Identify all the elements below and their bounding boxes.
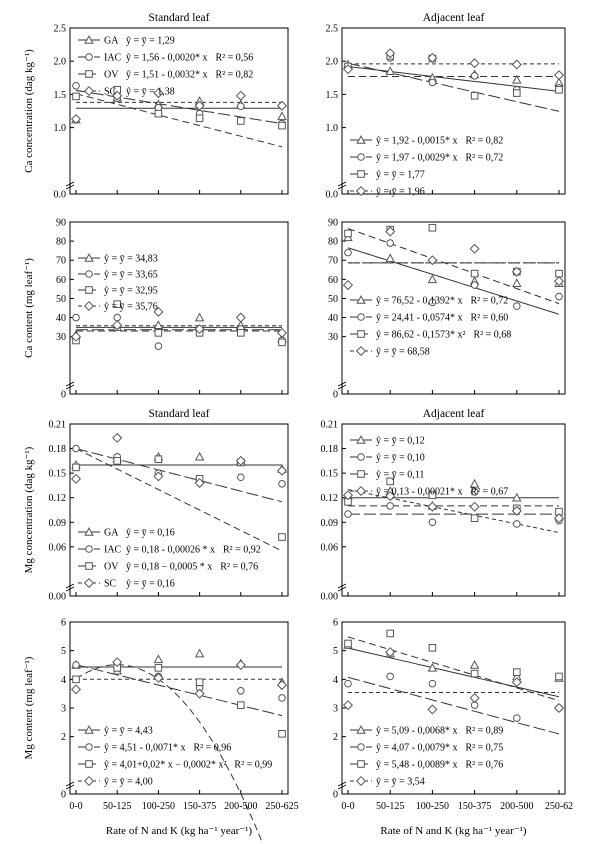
marker-diamond <box>237 91 246 100</box>
marker-square <box>155 665 162 672</box>
x-tick-label: 100-250 <box>415 801 450 812</box>
marker-square <box>358 171 365 178</box>
legend-r2: R² = 0,76 <box>465 759 504 771</box>
y-axis-label: Mg content (mg leaf⁻¹) <box>23 656 35 760</box>
y-tick-label: 80 <box>328 236 338 248</box>
y-tick-label: 5 <box>333 646 338 658</box>
marker-square <box>429 645 436 652</box>
y-axis-label: Ca concentration (dag kg⁻¹) <box>23 49 35 173</box>
marker-square <box>155 110 162 117</box>
marker-square <box>86 287 93 294</box>
legend-equation: ŷ = ȳ = 68,58 <box>376 346 430 358</box>
legend-equation: ŷ = ȳ = 0,16 <box>126 527 175 539</box>
marker-diamond <box>428 705 437 714</box>
marker-diamond <box>237 661 246 670</box>
chart-panel <box>333 618 573 813</box>
marker-circle <box>86 546 93 553</box>
y-tick-label: 3 <box>61 703 66 715</box>
marker-circle <box>471 282 478 289</box>
y-tick-label: 0.18 <box>320 444 338 456</box>
marker-triangle <box>429 664 437 671</box>
y-tick-label: 30 <box>328 332 338 344</box>
marker-square <box>471 515 478 522</box>
marker-diamond <box>470 59 479 68</box>
marker-circle <box>358 454 365 461</box>
y-tick-label: 0 <box>61 389 66 401</box>
marker-square <box>514 90 521 97</box>
legend-equation: ŷ = ȳ = 4,43 <box>104 725 153 737</box>
marker-square <box>279 122 286 129</box>
marker-square <box>86 761 93 768</box>
legend-equation: ŷ = ȳ = 0,12 <box>376 435 425 447</box>
marker-square <box>279 534 286 541</box>
legend-equation: ŷ = ȳ = 1,38 <box>126 86 175 98</box>
y-tick-label: 0.0 <box>53 189 66 201</box>
marker-circle <box>86 271 93 278</box>
fit-line <box>76 449 282 502</box>
marker-circle <box>429 519 436 526</box>
marker-circle <box>387 240 394 247</box>
legend-r2: R² = 0,75 <box>465 742 504 754</box>
marker-square <box>196 679 203 686</box>
y-axis-label: Mg concentration (dag kg⁻¹) <box>23 446 35 574</box>
marker-diamond <box>72 685 81 694</box>
marker-square <box>471 270 478 277</box>
legend-series-name: IAC <box>104 52 122 64</box>
marker-square <box>196 115 203 122</box>
marker-square <box>238 330 245 337</box>
marker-circle <box>358 744 365 751</box>
chart-panel <box>23 408 288 603</box>
y-tick-label: 5 <box>61 646 66 658</box>
marker-triangle <box>429 275 437 282</box>
legend-r2: R² = 0,82 <box>465 135 504 147</box>
marker-circle <box>429 79 436 86</box>
marker-diamond <box>555 704 564 713</box>
marker-diamond <box>357 777 366 786</box>
legend-equation: ŷ = 5,48 - 0,0089* x <box>376 759 458 771</box>
marker-square <box>238 702 245 709</box>
marker-diamond <box>278 466 287 475</box>
y-tick-label: 30 <box>56 332 66 344</box>
y-tick-label: 50 <box>328 293 338 305</box>
marker-square <box>86 563 93 570</box>
marker-circle <box>514 521 521 528</box>
marker-diamond <box>357 487 366 496</box>
marker-circle <box>514 715 521 722</box>
y-tick-label: 90 <box>56 217 66 229</box>
marker-circle <box>556 293 563 300</box>
marker-square <box>155 456 162 463</box>
legend-equation: ŷ = 4,51 - 0,0071* x <box>104 742 186 754</box>
y-tick-label: 3 <box>333 703 338 715</box>
legend-equation: ŷ = 0,18 − 0,0005 * x <box>126 561 213 573</box>
legend-r2: R² = 0,82 <box>215 69 254 81</box>
y-tick-label: 0 <box>61 789 66 801</box>
marker-square <box>279 339 286 346</box>
marker-diamond <box>85 579 94 588</box>
legend-equation: ŷ = 24,41 - 0,0574* x <box>376 312 463 324</box>
legend-equation: ŷ = ȳ = 1,29 <box>126 35 175 47</box>
legend-r2: R² = 0,72 <box>465 152 504 164</box>
marker-triangle <box>155 321 163 328</box>
marker-diamond <box>85 87 94 96</box>
marker-circle <box>345 249 352 256</box>
legend-series-name: OV <box>104 561 119 573</box>
marker-square <box>556 270 563 277</box>
y-tick-label: 80 <box>56 236 66 248</box>
legend-r2: R² = 0,72 <box>470 295 509 307</box>
y-tick-label: 1.0 <box>325 123 338 135</box>
legend-equation: ŷ = ȳ = 32,95 <box>104 285 158 297</box>
marker-circle <box>387 673 394 680</box>
y-tick-label: 4 <box>333 674 338 686</box>
marker-square <box>471 670 478 677</box>
y-tick-label: 0.18 <box>48 444 66 456</box>
x-axis-label: Rate of N and K (kg ha⁻¹ year⁻¹) <box>105 825 253 837</box>
marker-circle <box>387 503 394 510</box>
marker-square <box>429 224 436 231</box>
y-tick-label: 6 <box>333 617 338 629</box>
marker-diamond <box>470 244 479 253</box>
y-tick-label: 2 <box>333 732 338 744</box>
legend-equation: ŷ = 1,97 - 0,0029* x <box>376 152 458 164</box>
marker-triangle <box>196 650 204 657</box>
marker-diamond <box>72 475 81 484</box>
x-tick-label: 0-0 <box>69 801 83 812</box>
marker-circle <box>238 474 245 481</box>
y-tick-label: 1.5 <box>325 89 338 101</box>
legend-equation: ŷ = ȳ = 0,10 <box>376 452 425 464</box>
y-tick-label: 0 <box>333 789 338 801</box>
y-tick-label: 0.06 <box>320 542 338 554</box>
x-axis-label: Rate of N and K (kg ha⁻¹ year⁻¹) <box>380 825 527 837</box>
y-axis-label: Ca content (mg leaf⁻¹) <box>23 258 35 358</box>
marker-circle <box>238 103 245 110</box>
legend-equation: ŷ = 76,52 - 0,1392* x <box>376 295 463 307</box>
marker-square <box>556 673 563 680</box>
x-tick-label: 0-0 <box>341 801 355 812</box>
y-tick-label: 2 <box>61 732 66 744</box>
marker-triangle <box>155 655 163 662</box>
marker-circle <box>358 314 365 321</box>
legend-r2: R² = 0,76 <box>220 561 259 573</box>
y-tick-label: 70 <box>328 255 338 267</box>
marker-diamond <box>85 302 94 311</box>
legend-equation: ŷ = ȳ = 34,83 <box>104 253 158 265</box>
fit-line <box>348 229 559 304</box>
y-tick-label: 1.5 <box>53 89 66 101</box>
legend-r2: R² = 0,60 <box>470 312 509 324</box>
marker-circle <box>238 688 245 695</box>
y-tick-label: 40 <box>328 313 338 325</box>
legend-equation: ŷ = ȳ = 4,00 <box>104 776 153 788</box>
legend-equation: ŷ = ȳ = 0,16 <box>126 578 175 590</box>
x-tick-label: 250-625 <box>265 801 299 812</box>
marker-square <box>86 71 93 78</box>
legend-r2: R² = 0,96 <box>193 742 232 754</box>
legend-equation: ŷ = ȳ = 3,54 <box>376 776 425 788</box>
marker-diamond <box>513 60 522 69</box>
panel-title: Standard leaf <box>148 12 210 24</box>
marker-diamond <box>555 71 564 80</box>
y-tick-label: 2.5 <box>53 23 66 35</box>
fit-line <box>348 648 559 697</box>
marker-square <box>345 230 352 237</box>
legend-equation: ŷ = 1,92 - 0,0015* x <box>376 135 458 147</box>
legend-equation: ŷ = 4,07 - 0,0079* x <box>376 742 458 754</box>
chart-panel <box>326 12 566 201</box>
legend-equation: ŷ = ȳ = 1,77 <box>376 169 425 181</box>
legend-r2: R² = 0,67 <box>470 486 509 498</box>
marker-square <box>238 118 245 125</box>
y-tick-label: 2.0 <box>53 56 66 68</box>
y-tick-label: 60 <box>328 274 338 286</box>
marker-square <box>73 93 80 100</box>
legend-equation: ŷ = ȳ = 35,76 <box>104 301 158 313</box>
plot-frame <box>342 424 565 596</box>
legend-equation: ŷ = 86,62 - 0,1573* x² <box>376 329 466 341</box>
marker-circle <box>155 343 162 350</box>
marker-square <box>514 669 521 676</box>
marker-square <box>387 630 394 637</box>
marker-circle <box>358 154 365 161</box>
marker-circle <box>279 695 286 702</box>
legend-equation: ŷ = 4,01+0,02* x − 0,0002* x² <box>104 759 227 771</box>
y-tick-label: 70 <box>56 255 66 267</box>
legend-r2: R² = 0,99 <box>234 759 273 771</box>
marker-square <box>358 471 365 478</box>
marker-diamond <box>195 689 204 698</box>
legend-series-name: GA <box>104 35 119 47</box>
y-tick-label: 0.0 <box>325 189 338 201</box>
fit-line <box>76 665 282 716</box>
marker-diamond <box>470 694 479 703</box>
x-tick-label: 150-375 <box>457 801 492 812</box>
x-tick-label: 50-125 <box>103 801 132 812</box>
legend-equation: ŷ = 1,56 - 0,0020* x <box>126 52 208 64</box>
legend-series-name: OV <box>104 69 119 81</box>
chart-panel <box>23 218 288 401</box>
marker-triangle <box>471 661 479 668</box>
legend-equation: ŷ = 5,09 - 0,0068* x <box>376 725 458 737</box>
y-tick-label: 6 <box>61 617 66 629</box>
legend-series-name: SC <box>104 578 117 590</box>
legend-r2: R² = 0,56 <box>215 52 254 64</box>
y-tick-label: 0.06 <box>48 542 66 554</box>
marker-triangle <box>196 314 204 321</box>
marker-diamond <box>428 502 437 511</box>
marker-circle <box>114 314 121 321</box>
panel-title: Standard leaf <box>148 408 210 420</box>
marker-diamond <box>470 502 479 511</box>
y-tick-label: 0.09 <box>48 517 66 529</box>
marker-circle <box>345 511 352 518</box>
y-tick-label: 40 <box>56 313 66 325</box>
marker-square <box>556 86 563 93</box>
marker-square <box>155 330 162 337</box>
marker-triangle <box>278 112 286 119</box>
marker-circle <box>471 73 478 80</box>
marker-diamond <box>357 347 366 356</box>
marker-square <box>73 676 80 683</box>
y-tick-label: 0.15 <box>48 468 66 480</box>
x-tick-label: 100-250 <box>141 801 176 812</box>
legend-r2: R² = 0,89 <box>465 725 504 737</box>
y-tick-label: 0.15 <box>320 468 338 480</box>
y-tick-label: 0.21 <box>48 419 66 431</box>
legend-series-name: GA <box>104 527 119 539</box>
marker-circle <box>514 303 521 310</box>
x-tick-label: 150-375 <box>182 801 217 812</box>
marker-square <box>471 92 478 99</box>
marker-diamond <box>344 281 353 290</box>
marker-triangle <box>513 279 521 286</box>
chart-panel <box>321 408 566 603</box>
plot-frame <box>342 222 565 394</box>
y-tick-label: 0.12 <box>48 493 66 505</box>
y-tick-label: 2.0 <box>325 56 338 68</box>
legend-equation: ŷ = ȳ = 0,11 <box>376 469 425 481</box>
marker-circle <box>429 680 436 687</box>
legend-equation: ŷ = 0,13 - 0,00021* x <box>376 486 463 498</box>
marker-triangle <box>196 453 204 460</box>
plot-frame <box>70 222 288 394</box>
legend-r2: R² = 0,92 <box>222 544 261 556</box>
marker-square <box>358 331 365 338</box>
chart-panel <box>23 12 288 201</box>
marker-diamond <box>113 434 122 443</box>
y-tick-label: 0.00 <box>320 591 338 603</box>
marker-square <box>279 731 286 738</box>
y-tick-label: 0.09 <box>320 517 338 529</box>
legend-equation: ŷ = ȳ = 1,96 <box>376 186 425 198</box>
y-tick-label: 50 <box>56 293 66 305</box>
marker-diamond <box>237 313 246 322</box>
x-tick-label: 250-62 <box>544 801 574 812</box>
y-tick-label: 90 <box>328 217 338 229</box>
marker-triangle <box>386 254 394 261</box>
y-tick-label: 0 <box>333 389 338 401</box>
x-tick-label: 200-500 <box>224 801 258 812</box>
marker-circle <box>86 744 93 751</box>
legend-equation: ŷ = ȳ = 33,65 <box>104 269 158 281</box>
y-tick-label: 0.12 <box>320 493 338 505</box>
marker-circle <box>73 314 80 321</box>
legend-series-name: IAC <box>104 544 122 556</box>
panel-title: Adjacent leaf <box>422 408 485 420</box>
marker-square <box>73 464 80 471</box>
marker-diamond <box>85 777 94 786</box>
chart-panel <box>23 618 299 844</box>
y-tick-label: 1.0 <box>53 123 66 135</box>
y-tick-label: 0.00 <box>48 591 66 603</box>
legend-r2: R² = 0,68 <box>473 329 512 341</box>
fit-line <box>348 637 559 701</box>
marker-circle <box>73 82 80 89</box>
x-tick-label: 50-125 <box>376 801 405 812</box>
x-tick-label: 200-500 <box>500 801 534 812</box>
legend-equation: ŷ = 0,18 - 0,00026 * x <box>126 544 215 556</box>
fit-line <box>76 94 282 147</box>
marker-circle <box>86 54 93 61</box>
legend-equation: ŷ = 1,51 - 0,0032* x <box>126 69 208 81</box>
fit-line <box>76 665 282 844</box>
marker-circle <box>73 662 80 669</box>
marker-circle <box>345 680 352 687</box>
panel-title: Adjacent leaf <box>422 12 485 24</box>
marker-circle <box>73 445 80 452</box>
marker-square <box>358 761 365 768</box>
y-tick-label: 2.5 <box>325 23 338 35</box>
chart-panel <box>328 218 565 401</box>
legend-series-name: SC <box>104 86 117 98</box>
marker-square <box>345 640 352 647</box>
y-tick-label: 4 <box>61 674 66 686</box>
marker-square <box>114 458 121 465</box>
marker-circle <box>279 480 286 487</box>
y-tick-label: 60 <box>56 274 66 286</box>
marker-diamond <box>278 681 287 690</box>
y-tick-label: 0.21 <box>320 419 338 431</box>
